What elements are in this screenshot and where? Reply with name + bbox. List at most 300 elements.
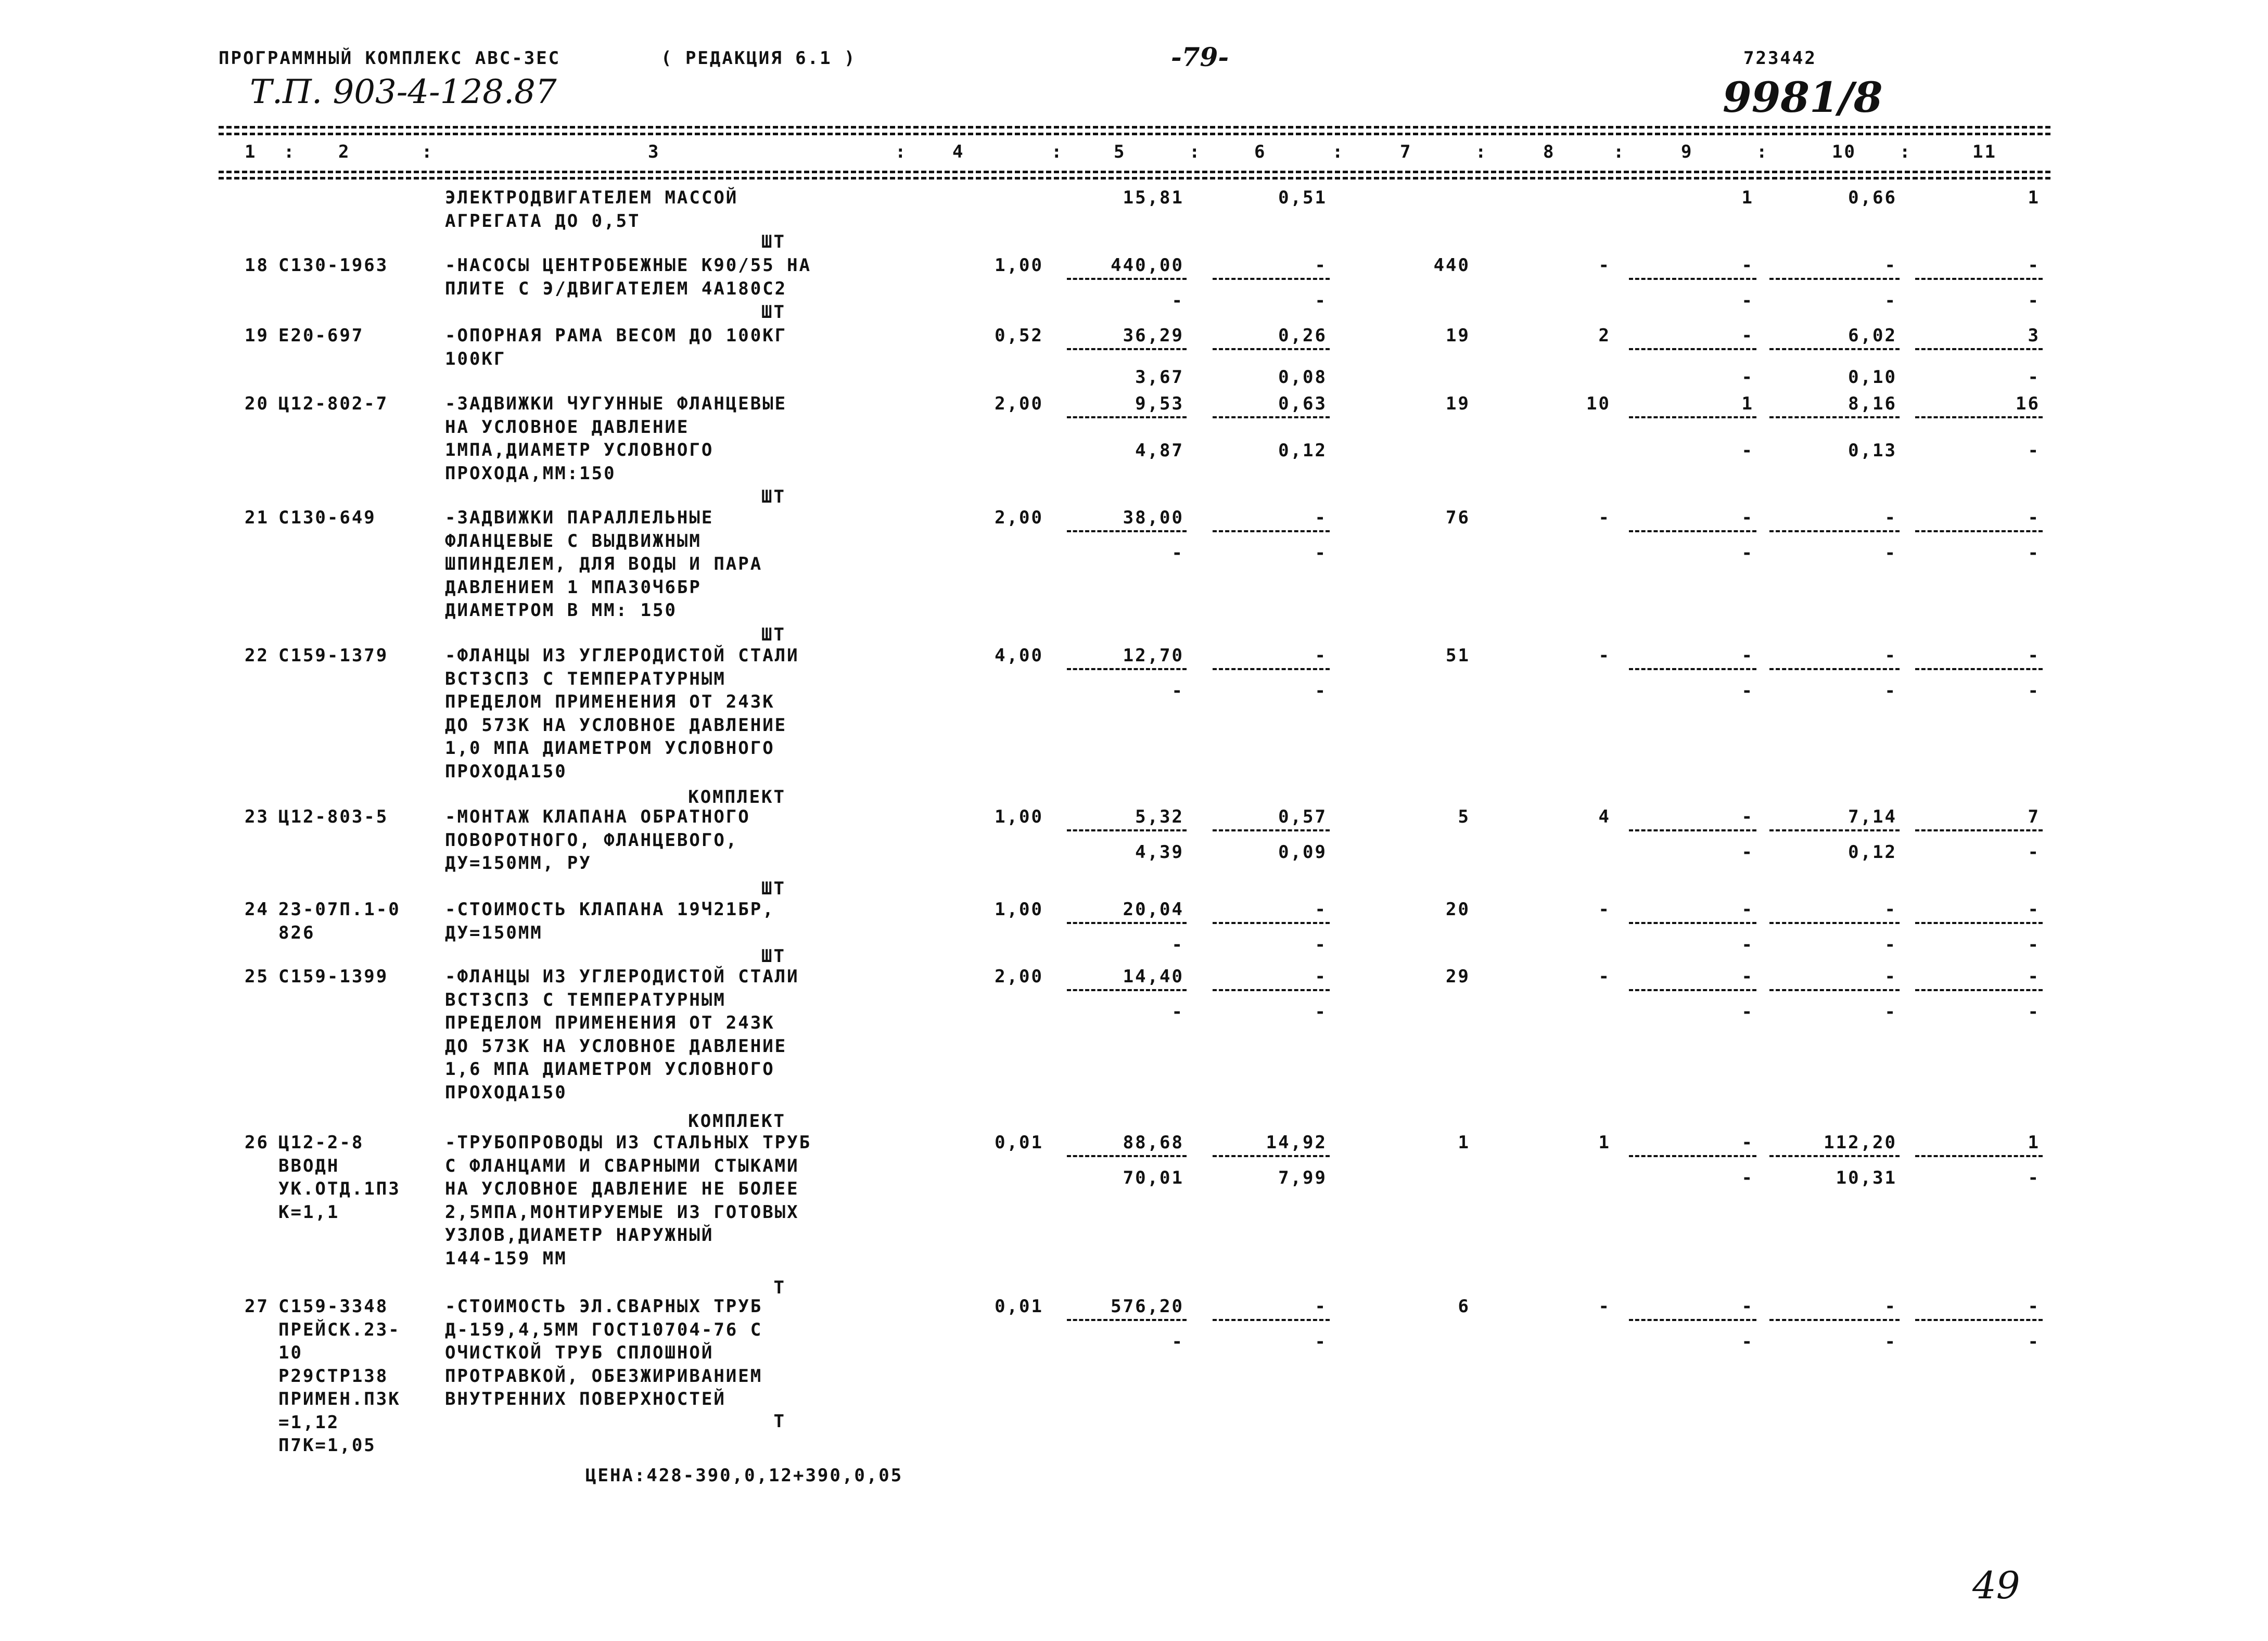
cost-col-8: -	[1598, 507, 1611, 528]
cost-col-9-sub: -	[1741, 681, 1754, 701]
work-description: ДО 573К НА УСЛОВНОЕ ДАВЛЕНИЕ	[445, 1035, 787, 1057]
work-description: ПРОХОДА,ММ:150	[445, 463, 616, 484]
cost-col-7: 6	[1458, 1296, 1470, 1317]
subtotal-divider	[1629, 278, 1756, 280]
cost-col-11: -	[2028, 966, 2040, 987]
cost-col-6: -	[1315, 645, 1327, 666]
cost-col-6: 0,51	[1278, 187, 1327, 208]
resource-code: 10	[278, 1342, 303, 1363]
cost-col-6: 14,92	[1266, 1132, 1327, 1153]
cost-col-10: 8,16	[1848, 393, 1897, 414]
program-name: ПРОГРАММНЫЙ КОМПЛЕКС АВС-3ЕС	[219, 48, 561, 69]
page-number: -79-	[1171, 42, 1229, 72]
cost-col-9-sub: -	[1741, 290, 1754, 311]
cost-col-10-sub: -	[1884, 1331, 1897, 1352]
unit-label: КОМПЛЕКТ	[688, 1111, 786, 1132]
cost-col-10-sub: 0,13	[1848, 440, 1897, 461]
cost-col-11-sub: -	[2028, 543, 2040, 563]
cost-col-9: -	[1741, 806, 1754, 827]
cost-col-11-sub: -	[2028, 440, 2040, 461]
cost-col-9-sub: -	[1741, 440, 1754, 461]
cost-col-6: -	[1315, 1296, 1327, 1317]
work-description: ПРОХОДА150	[445, 761, 567, 782]
cost-col-7: 51	[1446, 645, 1470, 666]
column-header-8: 8	[1543, 142, 1556, 162]
cost-col-10: -	[1884, 255, 1897, 276]
column-header-9: 9	[1681, 142, 1693, 162]
price-note: ЦЕНА:428-390,0,12+390,0,05	[585, 1465, 903, 1486]
subtotal-divider	[1213, 348, 1330, 350]
cost-col-11: -	[2028, 899, 2040, 920]
cost-col-9-sub: -	[1741, 1331, 1754, 1352]
resource-code: УК.ОТД.1П3	[278, 1178, 401, 1199]
header-bottom-rule	[219, 171, 2050, 173]
cost-col-7: 76	[1446, 507, 1470, 528]
cost-col-11-sub: -	[2028, 681, 2040, 701]
cost-col-9: -	[1741, 507, 1754, 528]
subtotal-divider	[1769, 348, 1900, 350]
cost-col-5: 12,70	[1123, 645, 1184, 666]
cost-col-9: -	[1741, 966, 1754, 987]
work-description: ДУ=150ММ	[445, 922, 543, 943]
unit-label: Т	[773, 1277, 786, 1298]
subtotal-divider	[1629, 1155, 1756, 1157]
cost-col-8: 4	[1598, 806, 1611, 827]
subtotal-divider	[1769, 668, 1900, 670]
subtotal-divider	[1629, 922, 1756, 924]
row-number: 22	[245, 645, 269, 666]
cost-col-7: 20	[1446, 899, 1470, 920]
resource-code: ВВОДН	[278, 1155, 340, 1176]
subtotal-divider	[1067, 1155, 1187, 1157]
cost-col-11: 7	[2028, 806, 2040, 827]
cost-col-6: 0,63	[1278, 393, 1327, 414]
work-description: ДАВЛЕНИЕМ 1 МПА30Ч6БР	[445, 576, 702, 598]
subtotal-divider	[1915, 348, 2043, 350]
cost-col-9: -	[1741, 645, 1754, 666]
cost-col-9-sub: -	[1741, 367, 1754, 388]
cost-col-6: -	[1315, 899, 1327, 920]
cost-col-11: 1	[2028, 187, 2040, 208]
row-number: 25	[245, 966, 269, 987]
work-description: -ФЛАНЦЫ ИЗ УГЛЕРОДИСТОЙ СТАЛИ	[445, 966, 799, 987]
cost-col-11: -	[2028, 507, 2040, 528]
cost-col-10: -	[1884, 507, 1897, 528]
row-number: 27	[245, 1296, 269, 1317]
cost-col-11-sub: -	[2028, 290, 2040, 311]
work-description: ПЛИТЕ С Э/ДВИГАТЕЛЕМ 4А180С2	[445, 278, 787, 299]
quantity: 2,00	[995, 966, 1043, 987]
subtotal-divider	[1213, 1155, 1330, 1157]
cost-col-8: -	[1598, 255, 1611, 276]
cost-col-9-sub: -	[1741, 842, 1754, 863]
work-description: ВСТ3СП3 С ТЕМПЕРАТУРНЫМ	[445, 668, 726, 689]
subtotal-divider	[1915, 922, 2043, 924]
subtotal-divider	[1915, 829, 2043, 831]
cost-col-7: 19	[1446, 393, 1470, 414]
cost-col-5: 36,29	[1123, 325, 1184, 346]
work-description: -СТОИМОСТЬ ЭЛ.СВАРНЫХ ТРУБ	[445, 1296, 763, 1317]
cost-col-8: 10	[1586, 393, 1611, 414]
cost-col-5: 38,00	[1123, 507, 1184, 528]
work-description: 1,0 МПА ДИАМЕТРОМ УСЛОВНОГО	[445, 738, 775, 759]
resource-code: 23-07П.1-0	[278, 899, 401, 920]
cost-col-10: -	[1884, 1296, 1897, 1317]
resource-code: С159-1379	[278, 645, 389, 666]
subtotal-divider	[1629, 530, 1756, 532]
subtotal-divider	[1629, 1319, 1756, 1321]
cost-col-6-sub: -	[1315, 1331, 1327, 1352]
cost-col-9-sub: -	[1741, 1002, 1754, 1022]
subtotal-divider	[1213, 1319, 1330, 1321]
cost-col-5: 5,32	[1135, 806, 1184, 827]
cost-col-8: 1	[1598, 1132, 1611, 1153]
quantity: 0,52	[995, 325, 1043, 346]
work-description: -ЗАДВИЖКИ ПАРАЛЛЕЛЬНЫЕ	[445, 507, 714, 528]
resource-code: Р29СТР138	[278, 1365, 389, 1387]
work-description: 1МПА,ДИАМЕТР УСЛОВНОГО	[445, 440, 714, 460]
subtotal-divider	[1629, 416, 1756, 418]
cost-col-10: -	[1884, 899, 1897, 920]
cost-col-6: 0,57	[1278, 806, 1327, 827]
cost-col-9-sub: -	[1741, 1168, 1754, 1188]
cost-col-7: 19	[1446, 325, 1470, 346]
subtotal-divider	[1629, 989, 1756, 991]
subtotal-divider	[1769, 1155, 1900, 1157]
cost-col-6-sub: -	[1315, 934, 1327, 955]
resource-code: С130-1963	[278, 255, 389, 276]
cost-col-10: 6,02	[1848, 325, 1897, 346]
top-rule-2	[219, 133, 2050, 135]
column-separator: :	[1900, 142, 1912, 162]
resource-code: ПРИМЕН.П3К	[278, 1389, 401, 1409]
column-separator: :	[1189, 142, 1202, 162]
resource-code: Е20-697	[278, 325, 364, 346]
cost-col-9-sub: -	[1741, 543, 1754, 563]
work-description: Д-159,4,5ММ ГОСТ10704-76 С	[445, 1319, 763, 1340]
work-description: 100КГ	[445, 348, 506, 369]
resource-code: Ц12-802-7	[278, 393, 389, 414]
resource-code: К=1,1	[278, 1201, 340, 1223]
subtotal-divider	[1067, 348, 1187, 350]
cost-col-9: 1	[1741, 393, 1754, 414]
subtotal-divider	[1769, 278, 1900, 280]
column-header-6: 6	[1254, 142, 1267, 162]
subtotal-divider	[1915, 668, 2043, 670]
cost-col-8: -	[1598, 899, 1611, 920]
row-number: 18	[245, 255, 269, 276]
cost-col-8: -	[1598, 1296, 1611, 1317]
row-number: 21	[245, 507, 269, 528]
quantity: 1,00	[995, 806, 1043, 827]
cost-col-6-sub: 0,08	[1278, 367, 1327, 388]
subtotal-divider	[1915, 1319, 2043, 1321]
cost-col-11-sub: -	[2028, 934, 2040, 955]
column-header-11: 11	[1972, 142, 1997, 162]
work-description: ВНУТРЕННИХ ПОВЕРХНОСТЕЙ	[445, 1389, 726, 1409]
subtotal-divider	[1067, 922, 1187, 924]
work-description: 2,5МПА,МОНТИРУЕМЫЕ ИЗ ГОТОВЫХ	[445, 1201, 799, 1223]
subtotal-divider	[1629, 829, 1756, 831]
cost-col-11: 16	[2016, 393, 2040, 414]
subtotal-divider	[1915, 989, 2043, 991]
subtotal-divider	[1067, 668, 1187, 670]
work-description: ПРЕДЕЛОМ ПРИМЕНЕНИЯ ОТ 243К	[445, 691, 775, 712]
cost-col-7: 29	[1446, 966, 1470, 987]
cost-col-10-sub: 0,10	[1848, 367, 1897, 388]
cost-col-11: 1	[2028, 1132, 2040, 1153]
work-description: -СТОИМОСТЬ КЛАПАНА 19Ч21БР,	[445, 899, 775, 920]
column-header-5: 5	[1114, 142, 1126, 162]
quantity: 4,00	[995, 645, 1043, 666]
cost-col-5-sub: -	[1171, 681, 1184, 701]
subtotal-divider	[1213, 829, 1330, 831]
subtotal-divider	[1769, 989, 1900, 991]
work-description: НА УСЛОВНОЕ ДАВЛЕНИЕ	[445, 416, 690, 438]
cost-col-5-sub: -	[1171, 1331, 1184, 1352]
cost-col-11: -	[2028, 1296, 2040, 1317]
work-description: ПРОХОДА150	[445, 1082, 567, 1103]
unit-label: ШТ	[761, 878, 786, 899]
cost-col-5: 15,81	[1123, 187, 1184, 208]
cost-col-6-sub: 7,99	[1278, 1168, 1327, 1188]
subtotal-divider	[1769, 922, 1900, 924]
work-description: 144-159 ММ	[445, 1248, 567, 1269]
work-description: -НАСОСЫ ЦЕНТРОБЕЖНЫЕ К90/55 НА	[445, 255, 812, 276]
quantity: 2,00	[995, 393, 1043, 414]
subtotal-divider	[1213, 530, 1330, 532]
work-description: С ФЛАНЦАМИ И СВАРНЫМИ СТЫКАМИ	[445, 1155, 799, 1176]
column-separator: :	[284, 142, 296, 162]
cost-col-5-sub: 3,67	[1135, 367, 1184, 388]
document-code: 723442	[1743, 48, 1817, 69]
cost-col-5: 14,40	[1123, 966, 1184, 987]
cost-col-11: -	[2028, 645, 2040, 666]
column-separator: :	[1756, 142, 1769, 162]
cost-col-5: 440,00	[1111, 255, 1184, 276]
resource-code: ПРЕЙСК.23-	[278, 1319, 401, 1340]
subtotal-divider	[1067, 278, 1187, 280]
column-header-3: 3	[648, 142, 660, 162]
top-rule	[219, 126, 2050, 129]
row-number: 23	[245, 806, 269, 827]
header-bottom-rule-2	[219, 177, 2050, 180]
work-description: УЗЛОВ,ДИАМЕТР НАРУЖНЫЙ	[445, 1225, 714, 1246]
unit-label: ШТ	[761, 486, 786, 507]
cost-col-5-sub: -	[1171, 1002, 1184, 1022]
subtotal-divider	[1915, 1155, 2043, 1157]
sheet-number: 49	[1972, 1563, 2020, 1607]
resource-code: 826	[278, 922, 315, 943]
resource-code: С159-1399	[278, 966, 389, 987]
cost-col-5-sub: 4,39	[1135, 842, 1184, 863]
column-header-1: 1	[245, 142, 257, 162]
work-description: ЭЛЕКТРОДВИГАТЕЛЕМ МАССОЙ	[445, 187, 738, 208]
subtotal-divider	[1213, 989, 1330, 991]
row-number: 20	[245, 393, 269, 414]
column-header-4: 4	[952, 142, 965, 162]
cost-col-10-sub: -	[1884, 290, 1897, 311]
resource-code: С130-649	[278, 507, 376, 528]
cost-col-5: 576,20	[1111, 1296, 1184, 1317]
cost-col-11-sub: -	[2028, 842, 2040, 863]
cost-col-6-sub: -	[1315, 290, 1327, 311]
subtotal-divider	[1769, 416, 1900, 418]
unit-label: ШТ	[761, 946, 786, 967]
resource-code: П7К=1,05	[278, 1435, 376, 1456]
cost-col-11: -	[2028, 255, 2040, 276]
cost-col-11: 3	[2028, 325, 2040, 346]
work-description: ПРОТРАВКОЙ, ОБЕЗЖИРИВАНИЕМ	[445, 1365, 763, 1387]
resource-code: Ц12-803-5	[278, 806, 389, 827]
cost-col-7: 5	[1458, 806, 1470, 827]
column-separator: :	[895, 142, 908, 162]
unit-label: Т	[773, 1411, 786, 1432]
subtotal-divider	[1915, 416, 2043, 418]
work-description: -ЗАДВИЖКИ ЧУГУННЫЕ ФЛАНЦЕВЫЕ	[445, 393, 787, 414]
subtotal-divider	[1629, 348, 1756, 350]
subtotal-divider	[1213, 668, 1330, 670]
unit-label: ШТ	[761, 232, 786, 252]
cost-col-6: -	[1315, 966, 1327, 987]
subtotal-divider	[1915, 278, 2043, 280]
cost-col-6-sub: -	[1315, 543, 1327, 563]
subtotal-divider	[1769, 829, 1900, 831]
unit-label: ШТ	[761, 624, 786, 645]
work-description: ОЧИСТКОЙ ТРУБ СПЛОШНОЙ	[445, 1342, 714, 1363]
column-separator: :	[422, 142, 434, 162]
work-description: -ТРУБОПРОВОДЫ ИЗ СТАЛЬНЫХ ТРУБ	[445, 1132, 812, 1153]
cost-col-5-sub: -	[1171, 934, 1184, 955]
column-separator: :	[1613, 142, 1626, 162]
project-code: Т.П. 903-4-128.87	[250, 73, 557, 111]
column-header-7: 7	[1400, 142, 1412, 162]
unit-label: КОМПЛЕКТ	[688, 787, 786, 807]
cost-col-11-sub: -	[2028, 367, 2040, 388]
cost-col-9: -	[1741, 1296, 1754, 1317]
inventory-number: 9981/8	[1723, 73, 1883, 122]
resource-code: =1,12	[278, 1412, 340, 1433]
cost-col-10: -	[1884, 966, 1897, 987]
cost-col-9-sub: -	[1741, 934, 1754, 955]
work-description: ПОВОРОТНОГО, ФЛАНЦЕВОГО,	[445, 829, 738, 851]
cost-col-7: 1	[1458, 1132, 1470, 1153]
cost-col-10-sub: 0,12	[1848, 842, 1897, 863]
resource-code: Ц12-2-8	[278, 1132, 364, 1153]
work-description: НА УСЛОВНОЕ ДАВЛЕНИЕ НЕ БОЛЕЕ	[445, 1178, 799, 1199]
work-description: АГРЕГАТА ДО 0,5Т	[445, 210, 641, 232]
quantity: 2,00	[995, 507, 1043, 528]
work-description: ПРЕДЕЛОМ ПРИМЕНЕНИЯ ОТ 243К	[445, 1012, 775, 1033]
cost-col-6-sub: -	[1315, 1002, 1327, 1022]
cost-col-6: -	[1315, 255, 1327, 276]
subtotal-divider	[1629, 668, 1756, 670]
cost-col-11-sub: -	[2028, 1168, 2040, 1188]
cost-col-6-sub: -	[1315, 681, 1327, 701]
subtotal-divider	[1769, 1319, 1900, 1321]
work-description: ФЛАНЦЕВЫЕ С ВЫДВИЖНЫМ	[445, 530, 702, 552]
cost-col-10-sub: -	[1884, 1002, 1897, 1022]
subtotal-divider	[1915, 530, 2043, 532]
work-description: ДУ=150ММ, РУ	[445, 853, 592, 874]
column-separator: :	[1051, 142, 1064, 162]
quantity: 0,01	[995, 1132, 1043, 1153]
cost-col-5: 88,68	[1123, 1132, 1184, 1153]
cost-col-8: -	[1598, 966, 1611, 987]
row-number: 24	[245, 899, 269, 920]
cost-col-5-sub: -	[1171, 543, 1184, 563]
unit-label: ШТ	[761, 302, 786, 323]
subtotal-divider	[1067, 989, 1187, 991]
quantity: 1,00	[995, 255, 1043, 276]
subtotal-divider	[1213, 416, 1330, 418]
cost-col-11-sub: -	[2028, 1002, 2040, 1022]
work-description: -ОПОРНАЯ РАМА ВЕСОМ ДО 100КГ	[445, 325, 787, 346]
cost-col-5: 20,04	[1123, 899, 1184, 920]
cost-col-9: -	[1741, 255, 1754, 276]
edition-label: ( РЕДАКЦИЯ 6.1 )	[661, 48, 857, 69]
resource-code: С159-3348	[278, 1296, 389, 1317]
cost-col-9: -	[1741, 899, 1754, 920]
work-description: -МОНТАЖ КЛАПАНА ОБРАТНОГО	[445, 806, 750, 827]
cost-col-5-sub: 4,87	[1135, 440, 1184, 461]
cost-col-9: -	[1741, 325, 1754, 346]
column-header-10: 10	[1832, 142, 1856, 162]
cost-col-9: 1	[1741, 187, 1754, 208]
subtotal-divider	[1067, 530, 1187, 532]
column-separator: :	[1332, 142, 1345, 162]
cost-col-8: 2	[1598, 325, 1611, 346]
cost-col-6-sub: 0,12	[1278, 440, 1327, 461]
cost-col-10: 0,66	[1848, 187, 1897, 208]
work-description: ШПИНДЕЛЕМ, ДЛЯ ВОДЫ И ПАРА	[445, 554, 763, 574]
cost-col-5: 9,53	[1135, 393, 1184, 414]
cost-col-10: 112,20	[1824, 1132, 1897, 1153]
work-description: -ФЛАНЦЫ ИЗ УГЛЕРОДИСТОЙ СТАЛИ	[445, 645, 799, 666]
quantity: 1,00	[995, 899, 1043, 920]
work-description: ВСТ3СП3 С ТЕМПЕРАТУРНЫМ	[445, 989, 726, 1010]
cost-col-7: 440	[1433, 255, 1470, 276]
cost-col-5-sub: -	[1171, 290, 1184, 311]
cost-col-6-sub: 0,09	[1278, 842, 1327, 863]
column-header-2: 2	[338, 142, 351, 162]
work-description: 1,6 МПА ДИАМЕТРОМ УСЛОВНОГО	[445, 1059, 775, 1080]
cost-col-9: -	[1741, 1132, 1754, 1153]
subtotal-divider	[1213, 278, 1330, 280]
subtotal-divider	[1067, 829, 1187, 831]
work-description: ДИАМЕТРОМ В ММ: 150	[445, 600, 677, 621]
subtotal-divider	[1067, 416, 1187, 418]
cost-col-10-sub: 10,31	[1836, 1168, 1897, 1188]
cost-col-6: 0,26	[1278, 325, 1327, 346]
subtotal-divider	[1213, 922, 1330, 924]
cost-col-10: -	[1884, 645, 1897, 666]
quantity: 0,01	[995, 1296, 1043, 1317]
cost-col-11-sub: -	[2028, 1331, 2040, 1352]
cost-col-6: -	[1315, 507, 1327, 528]
column-separator: :	[1475, 142, 1488, 162]
work-description: ДО 573К НА УСЛОВНОЕ ДАВЛЕНИЕ	[445, 714, 787, 736]
cost-col-5-sub: 70,01	[1123, 1168, 1184, 1188]
cost-col-10: 7,14	[1848, 806, 1897, 827]
row-number: 26	[245, 1132, 269, 1153]
subtotal-divider	[1067, 1319, 1187, 1321]
cost-col-10-sub: -	[1884, 934, 1897, 955]
subtotal-divider	[1769, 530, 1900, 532]
cost-col-10-sub: -	[1884, 681, 1897, 701]
row-number: 19	[245, 325, 269, 346]
cost-col-8: -	[1598, 645, 1611, 666]
